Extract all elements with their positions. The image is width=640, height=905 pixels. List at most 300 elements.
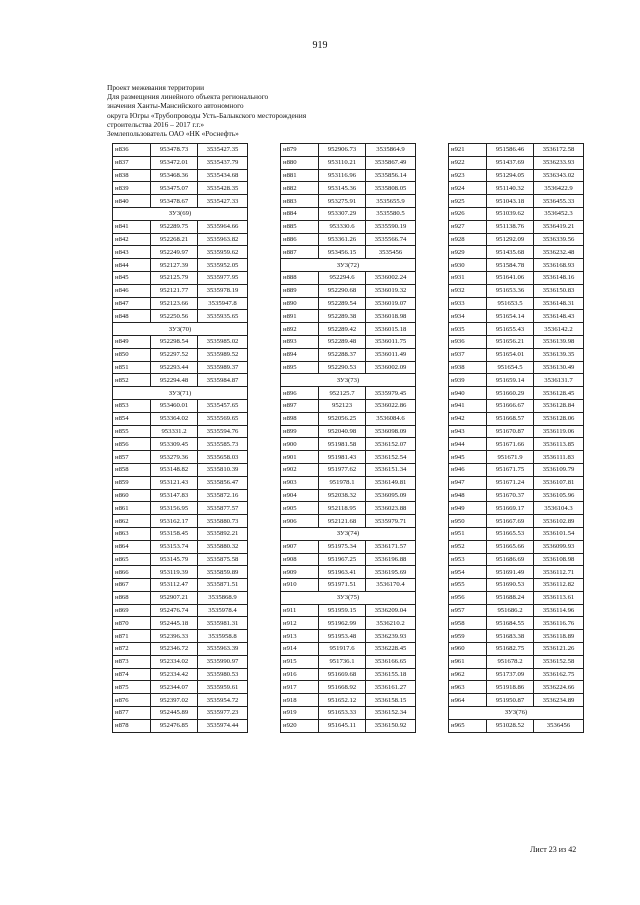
coord-x: 952289.54 [319, 297, 366, 310]
coord-y: 3536172.58 [534, 144, 584, 157]
point-id: н858 [113, 463, 151, 476]
point-id: н893 [281, 335, 319, 348]
table-row [449, 643, 584, 656]
coord-y: 3536099.93 [534, 540, 584, 553]
coord-y: 3536152.34 [366, 707, 416, 720]
point-id: н886 [281, 233, 319, 246]
point-id: н890 [281, 297, 319, 310]
coord-x: 951665.66 [487, 540, 534, 553]
coord-x: 952125.79 [151, 271, 198, 284]
coord-x: 951666.67 [487, 399, 534, 412]
coord-x: 951653.5 [487, 297, 534, 310]
coordinates-table-1 [112, 143, 248, 733]
point-id: н843 [113, 246, 151, 259]
coord-x: 952038.32 [319, 489, 366, 502]
coord-x: 953148.82 [151, 463, 198, 476]
coord-x: 951670.37 [487, 489, 534, 502]
coord-y: 3535880.73 [198, 515, 248, 528]
coord-y: 3535457.65 [198, 399, 248, 412]
table-row [281, 348, 416, 361]
table-row [113, 527, 248, 540]
point-id: н854 [113, 412, 151, 425]
table-row [449, 182, 584, 195]
table-row [113, 515, 248, 528]
table-row [281, 438, 416, 451]
point-id: н876 [113, 694, 151, 707]
section-label: ЗУ3(73) [281, 374, 416, 387]
table-row [113, 566, 248, 579]
coord-y: 3535655.9 [366, 195, 416, 208]
table-row [449, 451, 584, 464]
coord-x: 951292.09 [487, 233, 534, 246]
table-row [449, 348, 584, 361]
header-line: округа Югры «Трубопроводы Усть-Балыкского месторождения [107, 110, 307, 120]
coord-y: 3535580.5 [366, 207, 416, 220]
coord-y: 3536148.16 [534, 271, 584, 284]
coord-y: 3536114.96 [534, 604, 584, 617]
coord-x: 952121.68 [319, 515, 366, 528]
point-id: н848 [113, 310, 151, 323]
coord-y: 3535871.51 [198, 579, 248, 592]
coord-x: 951971.51 [319, 579, 366, 592]
table-row [449, 323, 584, 336]
coord-y: 3536019.07 [366, 297, 416, 310]
point-id: н880 [281, 156, 319, 169]
coord-y: 3536162.75 [534, 668, 584, 681]
point-id: н951 [449, 527, 487, 540]
section-label: ЗУ3(72) [281, 259, 416, 272]
section-row [113, 323, 248, 336]
point-id: н894 [281, 348, 319, 361]
coord-y: 3535872.16 [198, 489, 248, 502]
header-line: Проект межевания территории [107, 83, 205, 92]
table-row [449, 476, 584, 489]
point-id: н938 [449, 361, 487, 374]
point-id: н888 [281, 271, 319, 284]
point-id: н927 [449, 220, 487, 233]
table-row [113, 220, 248, 233]
coord-y: 3536210.2 [366, 617, 416, 630]
coord-y: 3536095.09 [366, 489, 416, 502]
point-id: н883 [281, 195, 319, 208]
coord-y: 3536155.18 [366, 668, 416, 681]
table-row [113, 361, 248, 374]
point-id: н870 [113, 617, 151, 630]
point-id: н844 [113, 259, 151, 272]
table-row [113, 489, 248, 502]
coord-x: 952127.39 [151, 259, 198, 272]
coord-x: 952289.48 [319, 335, 366, 348]
header-line: Для размещения линейного объекта регионального [107, 92, 269, 102]
coord-y: 3536109.79 [534, 463, 584, 476]
coord-y: 3536022.86 [366, 399, 416, 412]
coord-y: 3535856.47 [198, 476, 248, 489]
coord-x: 952288.37 [319, 348, 366, 361]
coord-x: 953331.2 [151, 425, 198, 438]
point-id: н952 [449, 540, 487, 553]
coord-x: 952906.73 [319, 144, 366, 157]
coord-x: 951671.9 [487, 451, 534, 464]
coord-y: 3536339.56 [534, 233, 584, 246]
table-row [113, 451, 248, 464]
table-row [113, 246, 248, 259]
coord-x: 953364.02 [151, 412, 198, 425]
coord-x: 951660.29 [487, 387, 534, 400]
coord-y: 3535594.76 [198, 425, 248, 438]
coord-y: 3536152.58 [534, 655, 584, 668]
coord-x: 951028.52 [487, 719, 534, 732]
table-row [281, 233, 416, 246]
table-row [113, 707, 248, 720]
point-id: н909 [281, 566, 319, 579]
coord-y: 3535984.87 [198, 374, 248, 387]
coord-y: 3536233.93 [534, 156, 584, 169]
coord-x: 951967.25 [319, 553, 366, 566]
coord-x: 951670.87 [487, 425, 534, 438]
coord-y: 3535864.9 [366, 144, 416, 157]
coord-x: 953145.36 [319, 182, 366, 195]
point-id: н923 [449, 169, 487, 182]
point-id: н940 [449, 387, 487, 400]
table-row [281, 195, 416, 208]
table-row [449, 438, 584, 451]
section-label: ЗУ3(74) [281, 527, 416, 540]
coord-y: 3535856.14 [366, 169, 416, 182]
table-row [113, 156, 248, 169]
point-id: н885 [281, 220, 319, 233]
table-row [281, 604, 416, 617]
point-id: н935 [449, 323, 487, 336]
point-id: н926 [449, 207, 487, 220]
coord-y: 3536128.84 [534, 399, 584, 412]
point-id: н849 [113, 335, 151, 348]
coord-y: 3536232.48 [534, 246, 584, 259]
coord-y: 3536131.7 [534, 374, 584, 387]
point-id: н852 [113, 374, 151, 387]
coord-x: 952123.66 [151, 297, 198, 310]
point-id: н947 [449, 476, 487, 489]
point-id: н845 [113, 271, 151, 284]
coord-y: 3536002.09 [366, 361, 416, 374]
point-id: н948 [449, 489, 487, 502]
table-row [281, 566, 416, 579]
table-row [449, 310, 584, 323]
point-id: н869 [113, 604, 151, 617]
point-id: н901 [281, 451, 319, 464]
table-row [113, 399, 248, 412]
coord-y: 3536452.3 [534, 207, 584, 220]
coord-y: 3536239.93 [366, 630, 416, 643]
point-id: н946 [449, 463, 487, 476]
point-id: н905 [281, 502, 319, 515]
coord-y: 3536023.88 [366, 502, 416, 515]
point-id: н904 [281, 489, 319, 502]
coord-y: 3536101.54 [534, 527, 584, 540]
coord-y: 3536112.82 [534, 579, 584, 592]
coord-y: 3536128.45 [534, 387, 584, 400]
table-row [281, 668, 416, 681]
coord-x: 951654.5 [487, 361, 534, 374]
table-row [449, 233, 584, 246]
table-row [113, 643, 248, 656]
coord-x: 951737.09 [487, 668, 534, 681]
table-row [281, 579, 416, 592]
point-id: н956 [449, 591, 487, 604]
coord-y: 3536142.2 [534, 323, 584, 336]
coord-x: 953309.45 [151, 438, 198, 451]
coord-y: 3535427.35 [198, 144, 248, 157]
table-row [281, 630, 416, 643]
point-id: н836 [113, 144, 151, 157]
table-row [281, 412, 416, 425]
coord-y: 3536105.96 [534, 489, 584, 502]
section-label: ЗУ3(75) [281, 591, 416, 604]
table-row [281, 144, 416, 157]
table-row [281, 335, 416, 348]
point-id: н887 [281, 246, 319, 259]
table-row [449, 246, 584, 259]
table-row [281, 553, 416, 566]
coord-x: 951667.69 [487, 515, 534, 528]
coord-y: 3536151.34 [366, 463, 416, 476]
coord-x: 951653.36 [487, 284, 534, 297]
coord-x: 952293.44 [151, 361, 198, 374]
table-row [449, 719, 584, 732]
coord-x: 952294.48 [151, 374, 198, 387]
coord-x: 952297.52 [151, 348, 198, 361]
table-row [449, 515, 584, 528]
table-row [113, 169, 248, 182]
table-row [281, 271, 416, 284]
coord-y: 3536166.65 [366, 655, 416, 668]
coord-x: 951686.69 [487, 553, 534, 566]
table-row [113, 463, 248, 476]
point-id: н881 [281, 169, 319, 182]
table-row [113, 579, 248, 592]
coord-y: 3535977.23 [198, 707, 248, 720]
point-id: н868 [113, 591, 151, 604]
table-row [113, 310, 248, 323]
table-row [449, 591, 584, 604]
coord-y: 3535947.8 [198, 297, 248, 310]
table-row [449, 297, 584, 310]
coord-x: 953468.36 [151, 169, 198, 182]
table-row [281, 643, 416, 656]
coord-x: 953275.91 [319, 195, 366, 208]
point-id: н957 [449, 604, 487, 617]
point-id: н855 [113, 425, 151, 438]
coord-x: 953361.26 [319, 233, 366, 246]
section-row [113, 387, 248, 400]
point-id: н853 [113, 399, 151, 412]
coord-x: 951959.15 [319, 604, 366, 617]
coord-x: 951962.99 [319, 617, 366, 630]
coord-y: 3536168.93 [534, 259, 584, 272]
table-row [113, 348, 248, 361]
point-id: н919 [281, 707, 319, 720]
point-id: н903 [281, 476, 319, 489]
coord-y: 3535979.71 [366, 515, 416, 528]
table-row [449, 259, 584, 272]
table-row [281, 476, 416, 489]
point-id: н913 [281, 630, 319, 643]
coord-y: 3536195.69 [366, 566, 416, 579]
coord-y: 3535880.32 [198, 540, 248, 553]
point-id: н932 [449, 284, 487, 297]
coord-y: 3535959.62 [198, 246, 248, 259]
coord-x: 951437.69 [487, 156, 534, 169]
coord-y: 3536119.06 [534, 425, 584, 438]
coord-y: 3536107.81 [534, 476, 584, 489]
table-row [281, 207, 416, 220]
coord-x: 952346.72 [151, 643, 198, 656]
point-id: н939 [449, 374, 487, 387]
point-id: н838 [113, 169, 151, 182]
header-line: строительства 2016 – 2017 г.г.» [107, 119, 205, 129]
coord-x: 952298.54 [151, 335, 198, 348]
table-row [113, 144, 248, 157]
coord-x: 952056.25 [319, 412, 366, 425]
table-row [281, 182, 416, 195]
coord-x: 953158.45 [151, 527, 198, 540]
coord-y: 3536098.09 [366, 425, 416, 438]
coord-y: 3535875.58 [198, 553, 248, 566]
coord-x: 953156.95 [151, 502, 198, 515]
table-row [113, 297, 248, 310]
coord-x: 952289.38 [319, 310, 366, 323]
sheet-footer: Лист 23 из 42 [530, 845, 577, 854]
point-id: н958 [449, 617, 487, 630]
coord-y: 3535978.4 [198, 604, 248, 617]
point-id: н882 [281, 182, 319, 195]
coord-x: 951950.87 [487, 694, 534, 707]
coord-y: 3535437.79 [198, 156, 248, 169]
table-row [281, 425, 416, 438]
coord-y: 3536228.45 [366, 643, 416, 656]
coord-x: 952344.07 [151, 681, 198, 694]
point-id: н850 [113, 348, 151, 361]
table-row [281, 681, 416, 694]
point-id: н837 [113, 156, 151, 169]
page-number: 919 [312, 40, 328, 51]
point-id: н902 [281, 463, 319, 476]
point-id: н866 [113, 566, 151, 579]
point-id: н944 [449, 438, 487, 451]
section-label: ЗУ3(69) [113, 207, 248, 220]
coord-y: 3536158.15 [366, 694, 416, 707]
point-id: н867 [113, 579, 151, 592]
coord-x: 951656.21 [487, 335, 534, 348]
table-row [113, 284, 248, 297]
coord-y: 3536102.89 [534, 515, 584, 528]
table-row [113, 630, 248, 643]
point-id: н954 [449, 566, 487, 579]
coord-y: 3535456 [366, 246, 416, 259]
point-id: н924 [449, 182, 487, 195]
coord-x: 952123 [319, 399, 366, 412]
coord-y: 3536456 [534, 719, 584, 732]
table-row [113, 604, 248, 617]
coord-x: 951654.14 [487, 310, 534, 323]
coord-y: 3535434.68 [198, 169, 248, 182]
table-row [281, 540, 416, 553]
coord-x: 953279.36 [151, 451, 198, 464]
coord-y: 3536148.43 [534, 310, 584, 323]
coord-x: 953307.29 [319, 207, 366, 220]
point-id: н889 [281, 284, 319, 297]
table-row [281, 169, 416, 182]
point-id: н839 [113, 182, 151, 195]
coord-y: 3535892.21 [198, 527, 248, 540]
coord-y: 3535978.19 [198, 284, 248, 297]
point-id: н895 [281, 361, 319, 374]
coord-x: 951668.57 [487, 412, 534, 425]
table-row [113, 195, 248, 208]
coord-y: 3536113.85 [534, 438, 584, 451]
coord-y: 3536108.98 [534, 553, 584, 566]
table-row [449, 579, 584, 592]
point-id: н857 [113, 451, 151, 464]
coord-y: 3535427.33 [198, 195, 248, 208]
table-row [281, 310, 416, 323]
point-id: н916 [281, 668, 319, 681]
coord-x: 952445.89 [151, 707, 198, 720]
coord-y: 3535963.39 [198, 643, 248, 656]
point-id: н908 [281, 553, 319, 566]
coord-x: 951043.18 [487, 195, 534, 208]
table-row [449, 207, 584, 220]
coord-x: 951668.92 [319, 681, 366, 694]
coord-y: 3535958.8 [198, 630, 248, 643]
coord-x: 951138.76 [487, 220, 534, 233]
point-id: н872 [113, 643, 151, 656]
coord-x: 951655.43 [487, 323, 534, 336]
point-id: н860 [113, 489, 151, 502]
coord-x: 952334.02 [151, 655, 198, 668]
coord-y: 3536224.66 [534, 681, 584, 694]
table-row [449, 399, 584, 412]
section-label: ЗУ3(76) [449, 707, 584, 720]
coord-x: 952125.7 [319, 387, 366, 400]
coord-y: 3536118.89 [534, 630, 584, 643]
table-row [281, 515, 416, 528]
table-row [113, 617, 248, 630]
coord-y: 3536116.76 [534, 617, 584, 630]
table-row [113, 681, 248, 694]
coord-x: 951435.68 [487, 246, 534, 259]
point-id: н955 [449, 579, 487, 592]
table-row [449, 668, 584, 681]
coord-x: 951975.34 [319, 540, 366, 553]
point-id: н928 [449, 233, 487, 246]
coord-x: 952445.18 [151, 617, 198, 630]
coordinates-table-3 [448, 143, 584, 733]
table-row [281, 156, 416, 169]
point-id: н877 [113, 707, 151, 720]
point-id: н906 [281, 515, 319, 528]
table-row [449, 425, 584, 438]
coord-x: 952118.95 [319, 502, 366, 515]
table-row [281, 451, 416, 464]
table-row [281, 387, 416, 400]
coord-x: 952121.77 [151, 284, 198, 297]
coord-y: 3535868.9 [198, 591, 248, 604]
coord-x: 951682.75 [487, 643, 534, 656]
coord-y: 3536019.32 [366, 284, 416, 297]
coord-y: 3535428.35 [198, 182, 248, 195]
coord-x: 952289.75 [151, 220, 198, 233]
point-id: н879 [281, 144, 319, 157]
